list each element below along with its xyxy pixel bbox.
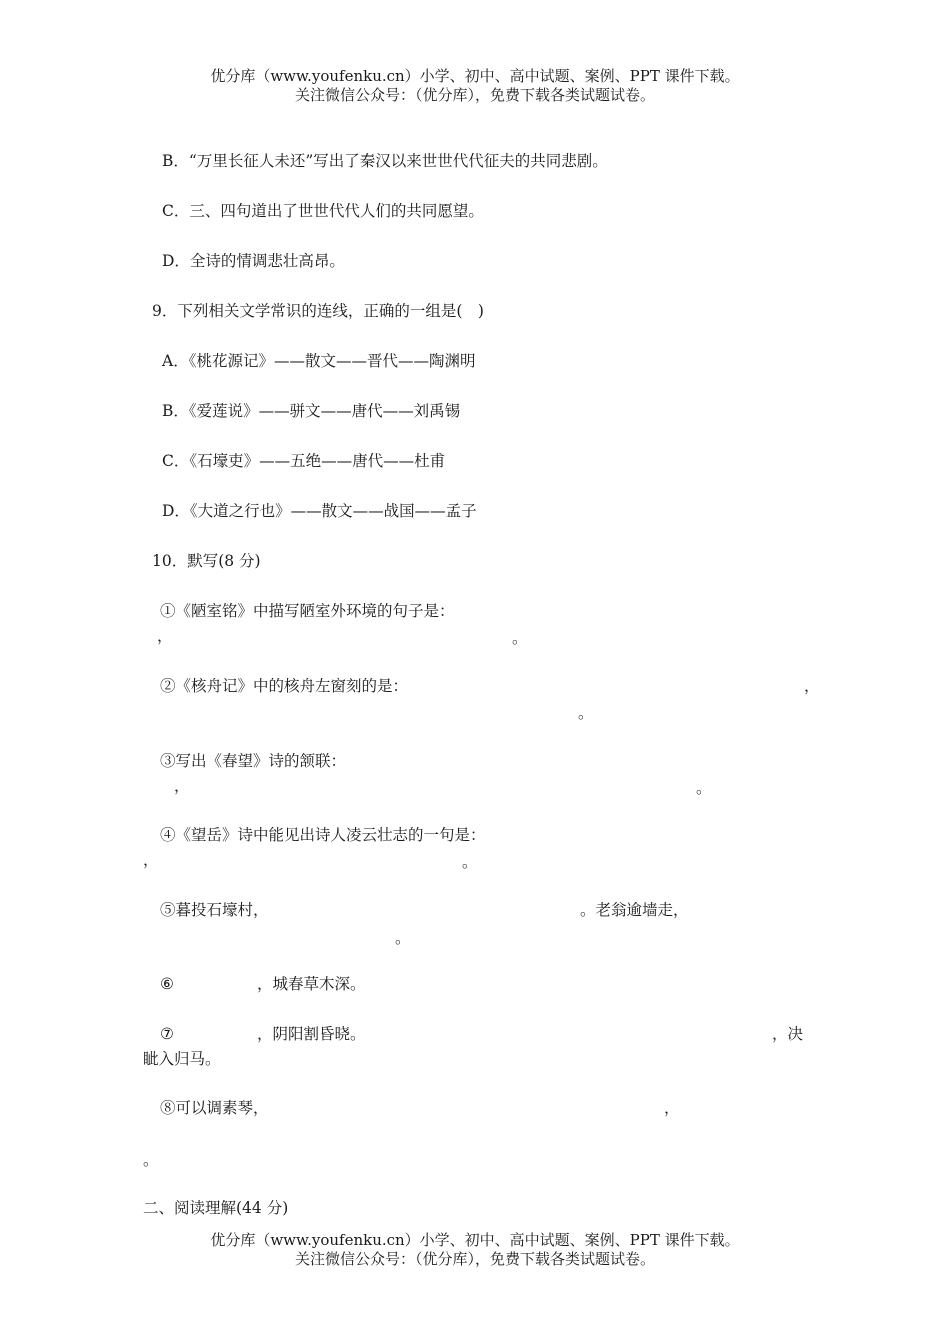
footer-line-1: 优分库（www.youfenku.cn）小学、初中、高中试题、案例、PPT 课件下载。: [210, 1231, 740, 1249]
q10-item7-continuation: 眦入归马。: [143, 1050, 221, 1068]
q10-item1-comma: ，: [157, 627, 173, 645]
q9-stem: 9．下列相关文学常识的连线，正确的一组是( ): [152, 302, 484, 320]
q10-item7-number: ⑦: [160, 1025, 174, 1043]
q10-item6-text: ，城春草木深。: [257, 975, 366, 993]
q10-item5-mid: 。老翁逾墙走，: [580, 901, 689, 919]
q10-item2-text: ②《核舟记》中的核舟左窗刻的是：: [160, 677, 409, 695]
q10-item6-number: ⑥: [160, 975, 174, 993]
q10-item4-period: 。: [462, 853, 478, 871]
q10-item7-tail: ，决: [772, 1025, 804, 1043]
footer-line-2: 关注微信公众号：（优分库），免费下载各类试题试卷。: [294, 1250, 655, 1268]
q10-item8-period: 。: [143, 1151, 159, 1169]
q9-option-c: C．《石壕吏》——五绝——唐代——杜甫: [162, 452, 446, 470]
q10-item3-comma: ，: [174, 777, 190, 795]
header-line-2: 关注微信公众号：（优分库），免费下载各类试题试卷。: [294, 86, 655, 104]
q10-item3-period: 。: [696, 779, 712, 797]
section-2-heading: 二、阅读理解(44 分): [143, 1199, 289, 1217]
q8-option-b: B．“万里长征人未还”写出了秦汉以来世世代代征夫的共同悲剧。: [162, 152, 608, 170]
q10-item8-comma: ，: [664, 1099, 680, 1117]
q10-item2-comma: ，: [804, 677, 820, 695]
q9-option-b: B．《爱莲说》——骈文——唐代——刘禹锡: [162, 402, 461, 420]
q10-item1-text: ①《陋室铭》中描写陋室外环境的句子是：: [160, 602, 455, 620]
q10-item2-period: 。: [578, 704, 594, 722]
q10-item5-period: 。: [395, 929, 411, 947]
q10-item4-text: ④《望岳》诗中能见出诗人凌云壮志的一句是：: [160, 826, 486, 844]
q10-item1-period: 。: [512, 629, 528, 647]
q10-item8-text: ⑧可以调素琴，: [160, 1099, 269, 1117]
q10-stem: 10．默写(8 分): [152, 552, 261, 570]
q10-item5-text: ⑤暮投石壕村，: [160, 901, 269, 919]
q10-item7-text: ，阴阳割昏晓。: [257, 1025, 366, 1043]
q8-option-c: C．三、四句道出了世世代代人们的共同愿望。: [162, 202, 484, 220]
header-line-1: 优分库（www.youfenku.cn）小学、初中、高中试题、案例、PPT 课件下载。: [210, 67, 740, 85]
q9-option-a: A．《桃花源记》——散文——晋代——陶渊明: [162, 352, 476, 370]
q8-option-d: D．全诗的情调悲壮高昂。: [162, 252, 345, 270]
q10-item3-text: ③写出《春望》诗的颔联：: [160, 752, 347, 770]
q9-option-d: D．《大道之行也》——散文——战国——孟子: [162, 502, 477, 520]
q10-item4-comma: ，: [143, 851, 159, 869]
